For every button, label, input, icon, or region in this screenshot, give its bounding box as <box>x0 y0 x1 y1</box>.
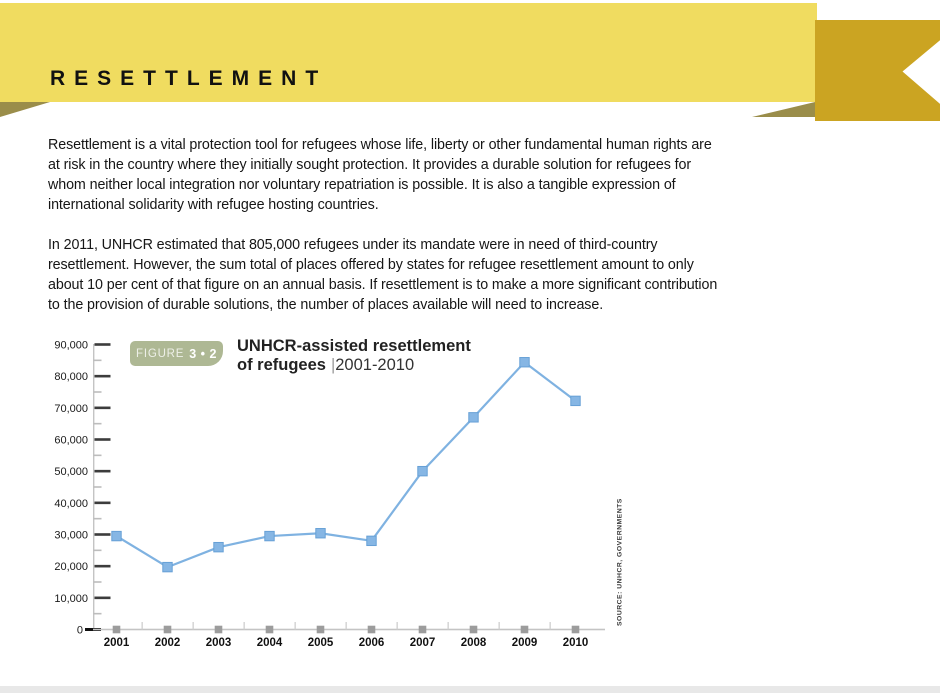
intro-paragraph-2 <box>48 235 893 315</box>
y-minor-tick <box>94 613 102 615</box>
x-year-marker <box>164 626 172 634</box>
x-tick-label: 2002 <box>154 637 181 649</box>
data-point-marker <box>520 358 529 367</box>
y-minor-tick <box>94 550 102 552</box>
data-point-marker <box>418 466 427 475</box>
figure-title-line2 <box>237 356 471 375</box>
figure-title-line1: UNHCR-assisted resettlement <box>237 337 471 355</box>
trend-line <box>117 362 576 567</box>
y-tick-dash <box>95 343 111 346</box>
text-line: international solidarity with refugee hosting countries. <box>48 197 379 213</box>
data-point-marker <box>316 529 325 538</box>
x-tick-label: 2009 <box>511 637 538 649</box>
intro-paragraph-1 <box>48 135 893 215</box>
x-minor-tick <box>397 622 398 630</box>
x-tick-label: 2006 <box>358 637 385 649</box>
y-tick-dash <box>95 597 111 600</box>
data-point-marker <box>112 531 121 540</box>
ribbon-fold-right <box>752 102 815 117</box>
x-tick-label: 2004 <box>256 637 283 649</box>
data-point-marker <box>469 413 478 422</box>
text-line: whom neither local integration nor voluntary repatriation is possible. It is also a tangible expression of <box>48 177 676 193</box>
x-year-marker <box>317 626 325 634</box>
y-tick-dash <box>95 438 111 441</box>
figure-label-badge <box>130 341 223 366</box>
text-line: In 2011, UNHCR estimated that 805,000 refugees under its mandate were in need of third-country <box>48 237 658 253</box>
x-year-marker <box>572 626 580 634</box>
ribbon-fold-left <box>0 102 50 117</box>
figure-label: FIGURE <box>136 347 185 360</box>
y-tick-label: 30,000 <box>54 529 88 542</box>
x-tick-label: 2003 <box>205 637 232 649</box>
y-minor-tick <box>94 581 102 583</box>
text-line: at risk in the country where they initially sought protection. It provides a durable solution for refugees for <box>48 157 692 173</box>
y-minor-tick <box>94 518 102 520</box>
data-point-marker <box>571 396 580 405</box>
text-line: to the provision of durable solutions, the number of places available will need to increase. <box>48 297 604 313</box>
x-year-marker <box>470 626 478 634</box>
figure-3-2 <box>40 335 660 665</box>
y-tick-label: 10,000 <box>54 592 88 605</box>
data-point-marker <box>214 542 223 551</box>
y-tick-label: 60,000 <box>54 434 88 447</box>
x-year-marker <box>266 626 274 634</box>
x-year-marker <box>419 626 427 634</box>
y-minor-tick <box>94 455 102 457</box>
x-year-marker <box>368 626 376 634</box>
x-minor-tick <box>193 622 194 630</box>
y-minor-tick <box>94 360 102 362</box>
text-line: about 10 per cent of that figure on an annual basis. If resettlement is to make a more significant contribution <box>48 277 718 293</box>
x-tick-label: 2007 <box>409 637 436 649</box>
y-minor-tick <box>94 486 102 488</box>
text-line: resettlement. However, the sum total of places offered by states for refugee resettlement amount to only <box>48 257 694 273</box>
x-minor-tick <box>244 622 245 630</box>
data-point-marker <box>163 562 172 571</box>
y-tick-label: 80,000 <box>54 371 88 384</box>
source-label: SOURCE: UNHCR, GOVERNMENTS <box>616 498 624 626</box>
figure-number: 3 • 2 <box>189 346 217 361</box>
y-tick-dash <box>95 502 111 505</box>
y-tick-label: 90,000 <box>54 339 88 352</box>
page-title: RESETTLEMENT <box>50 67 328 90</box>
x-tick-label: 2008 <box>460 637 487 649</box>
x-year-marker <box>521 626 529 634</box>
y-minor-tick <box>94 391 102 393</box>
page-bottom-strip <box>0 686 940 693</box>
figure-title <box>237 337 471 375</box>
y-minor-tick <box>94 423 102 425</box>
data-point-marker <box>265 531 274 540</box>
resettlement-line-chart <box>40 335 660 665</box>
x-year-marker <box>215 626 223 634</box>
data-point-marker <box>367 536 376 545</box>
x-tick-label: 2010 <box>562 637 589 649</box>
ribbon-tail <box>815 20 940 121</box>
y-tick-label: 40,000 <box>54 497 88 510</box>
y-tick-dash <box>95 375 111 378</box>
y-tick-label: 0 <box>76 624 83 637</box>
figure-title-period: 2001-2010 <box>335 356 415 374</box>
figure-title-line2-bold: of refugees <box>237 356 326 374</box>
y-tick-dash <box>95 533 111 536</box>
x-minor-tick <box>550 622 551 630</box>
y-tick-dash <box>95 470 111 473</box>
y-tick-label: 50,000 <box>54 466 88 479</box>
y-tick-dash <box>95 407 111 410</box>
y-tick-label: 20,000 <box>54 561 88 574</box>
x-tick-label: 2001 <box>103 637 130 649</box>
y-tick-label: 70,000 <box>54 402 88 415</box>
y-tick-dash <box>95 565 111 568</box>
banner-ribbon <box>0 3 817 102</box>
x-year-marker <box>113 626 121 634</box>
x-minor-tick <box>499 622 500 630</box>
x-tick-label: 2005 <box>307 637 334 649</box>
x-minor-tick <box>448 622 449 630</box>
text-line: Resettlement is a vital protection tool for refugees whose life, liberty or other fundamental human rights are <box>48 137 712 153</box>
figure-title-separator: | <box>330 356 336 374</box>
x-minor-tick <box>346 622 347 630</box>
x-minor-tick <box>142 622 143 630</box>
x-minor-tick <box>295 622 296 630</box>
